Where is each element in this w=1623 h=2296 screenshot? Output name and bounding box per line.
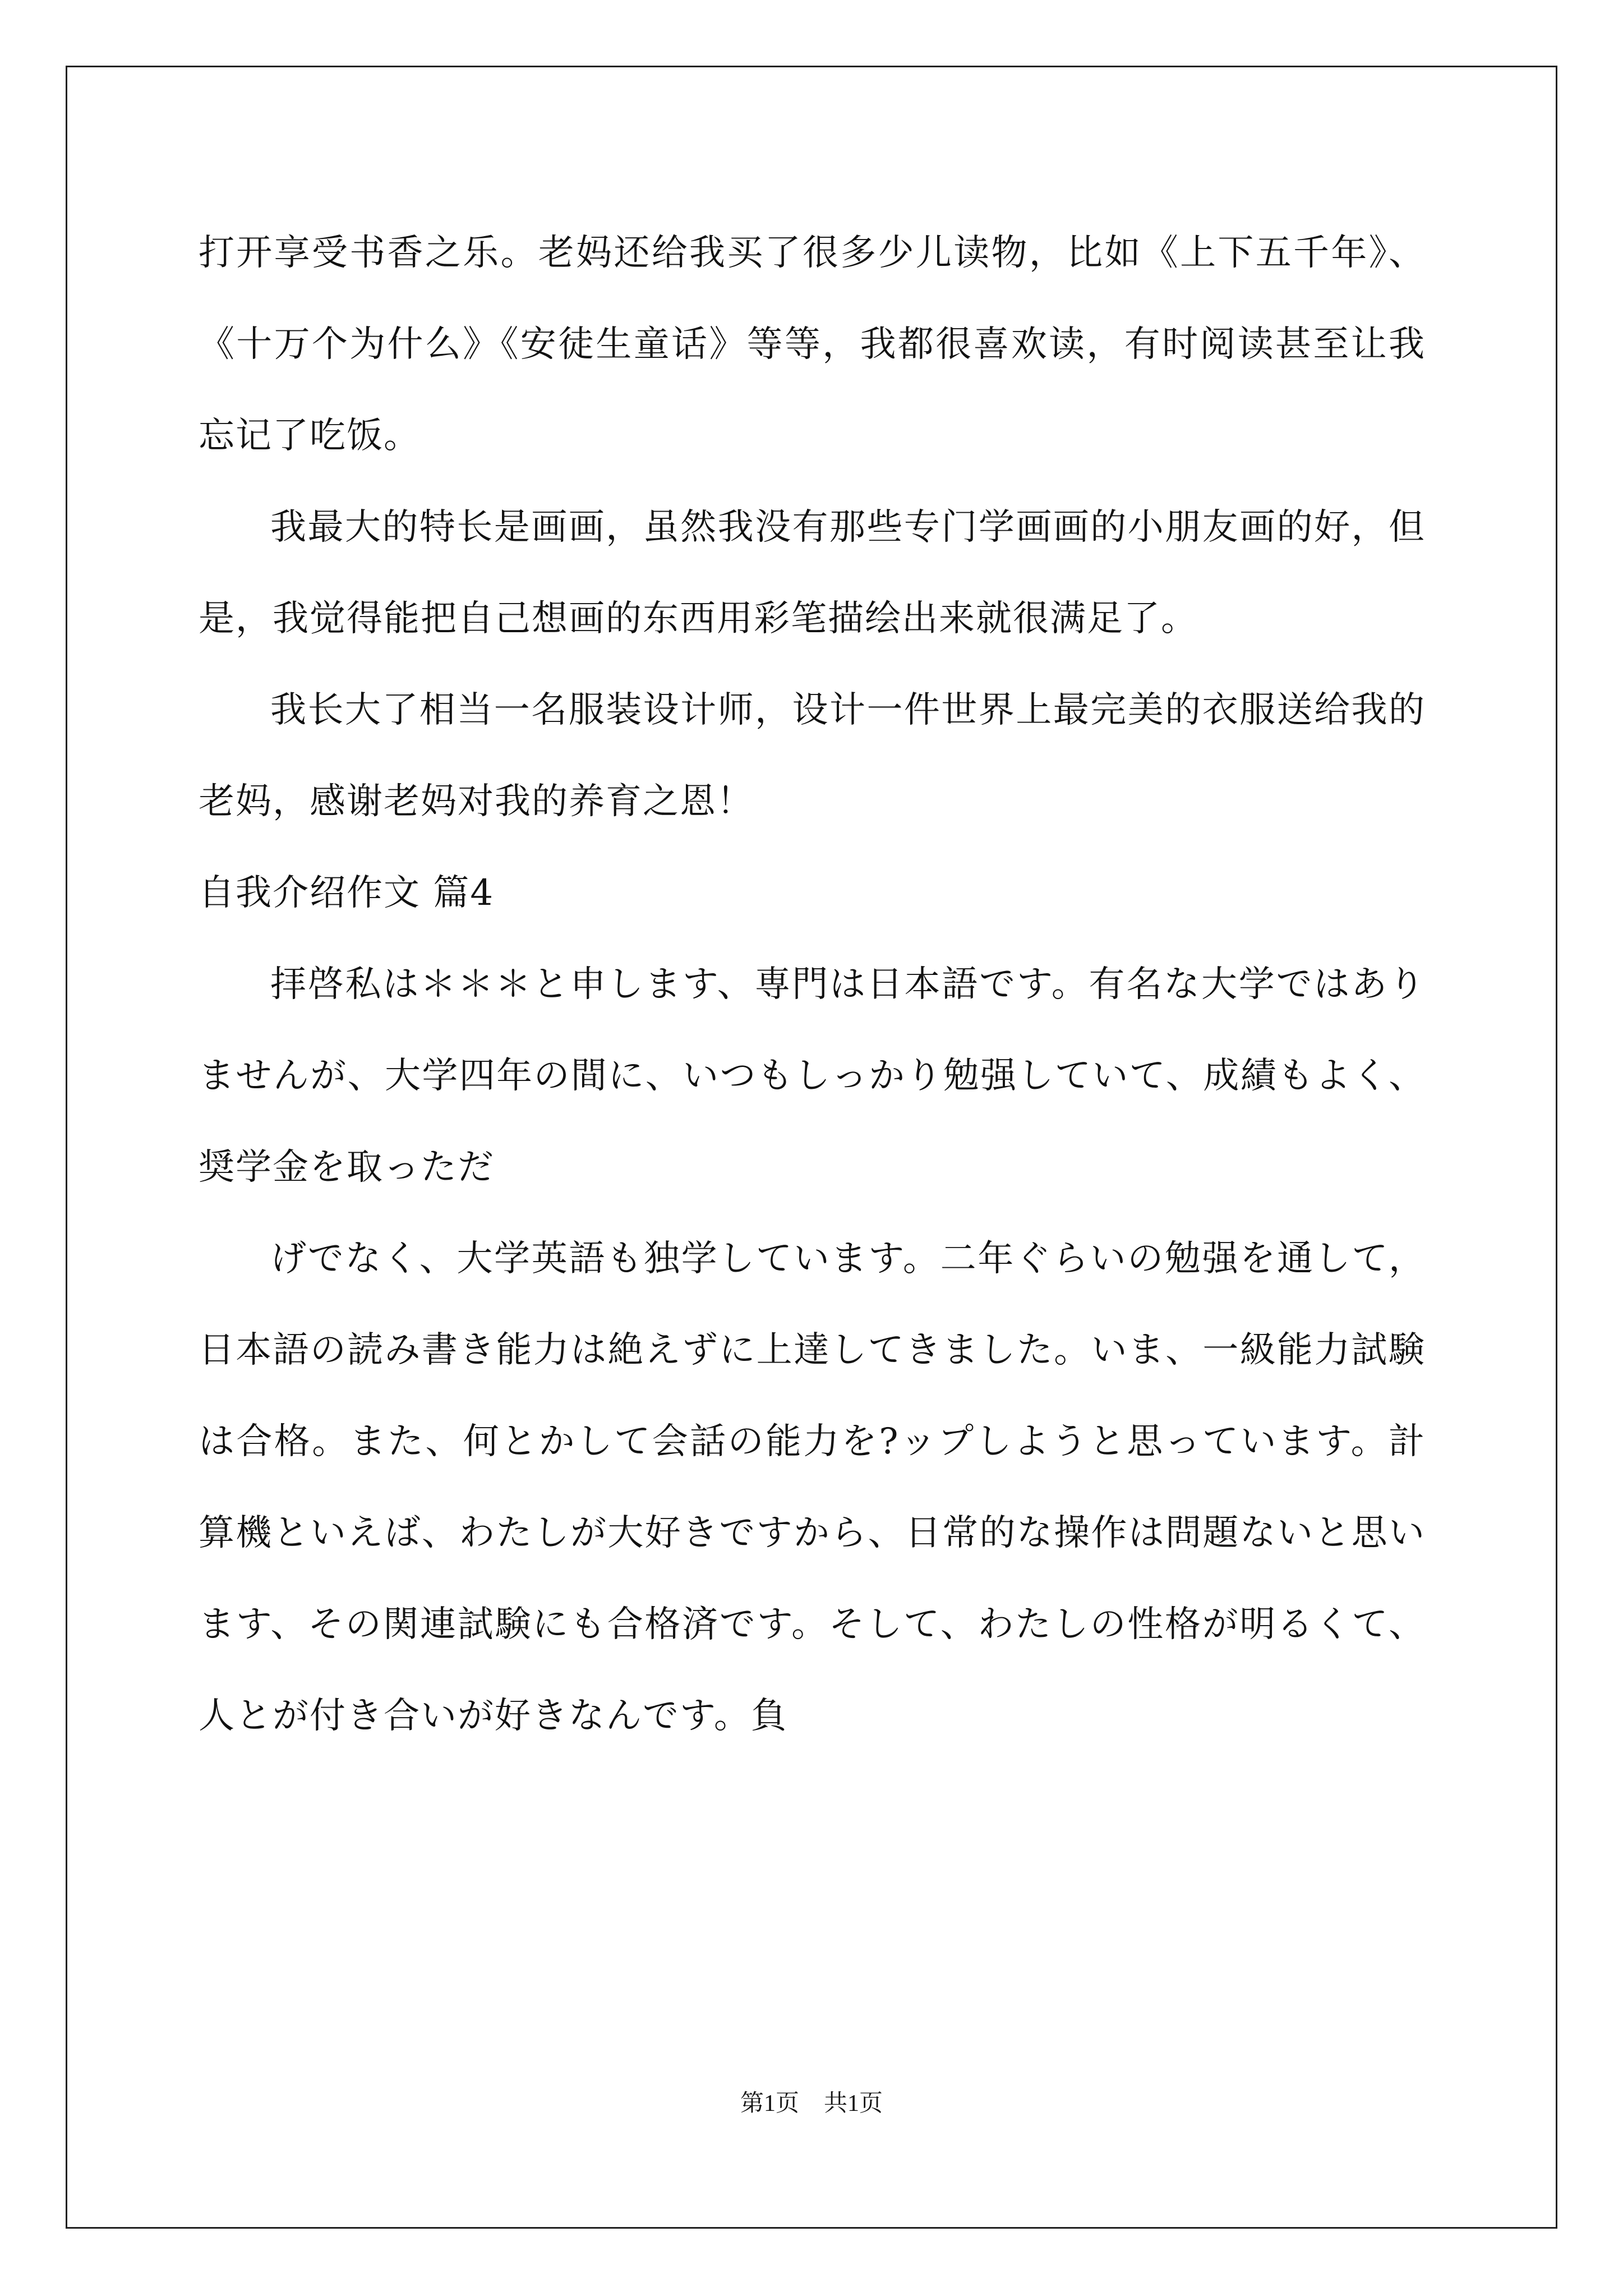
- document-body: [199, 208, 1426, 1762]
- section-heading: 自我介绍作文 篇4: [199, 872, 495, 914]
- page-number-current: 第1页: [740, 2091, 799, 2116]
- paragraph-5: げでなく、大学英語も独学しています。二年ぐらいの勉强を通して，日本語の読み書き能力は絶えずに上達してきました。いま、一級能力試験は合格。また、何とかして会話の能力を?ップしようと思っています。計算機といえば、わたしが大好きですから、日常的な操作は問題ないと思います、その関連試験にも合格済です。そして、わたしの性格が明るくて、人とが付き合いが好きなんです。負: [199, 1238, 1426, 1737]
- paragraph-3: 我长大了相当一名服装设计师，设计一件世界上最完美的衣服送给我的老妈，感谢老妈对我的养育之恩！: [199, 689, 1426, 822]
- page-footer: [0, 2085, 1623, 2118]
- paragraph-4: 拝啓私は＊＊＊と申します、専門は日本語です。有名な大学ではありませんが、大学四年の間に、いつもしっかり勉强していて、成績もよく、奨学金を取っただ: [199, 964, 1426, 1188]
- page-number-total: 共1页: [824, 2091, 883, 2116]
- paragraph-1: 打开享受书香之乐。老妈还给我买了很多少儿读物，比如《上下五千年》、《十万个为什么》《安徒生童话》等等，我都很喜欢读，有时阅读甚至让我忘记了吃饭。: [199, 232, 1426, 457]
- paragraph-2: 我最大的特长是画画，虽然我没有那些专门学画画的小朋友画的好，但是，我觉得能把自己想画的东西用彩笔描绘出来就很满足了。: [199, 507, 1426, 639]
